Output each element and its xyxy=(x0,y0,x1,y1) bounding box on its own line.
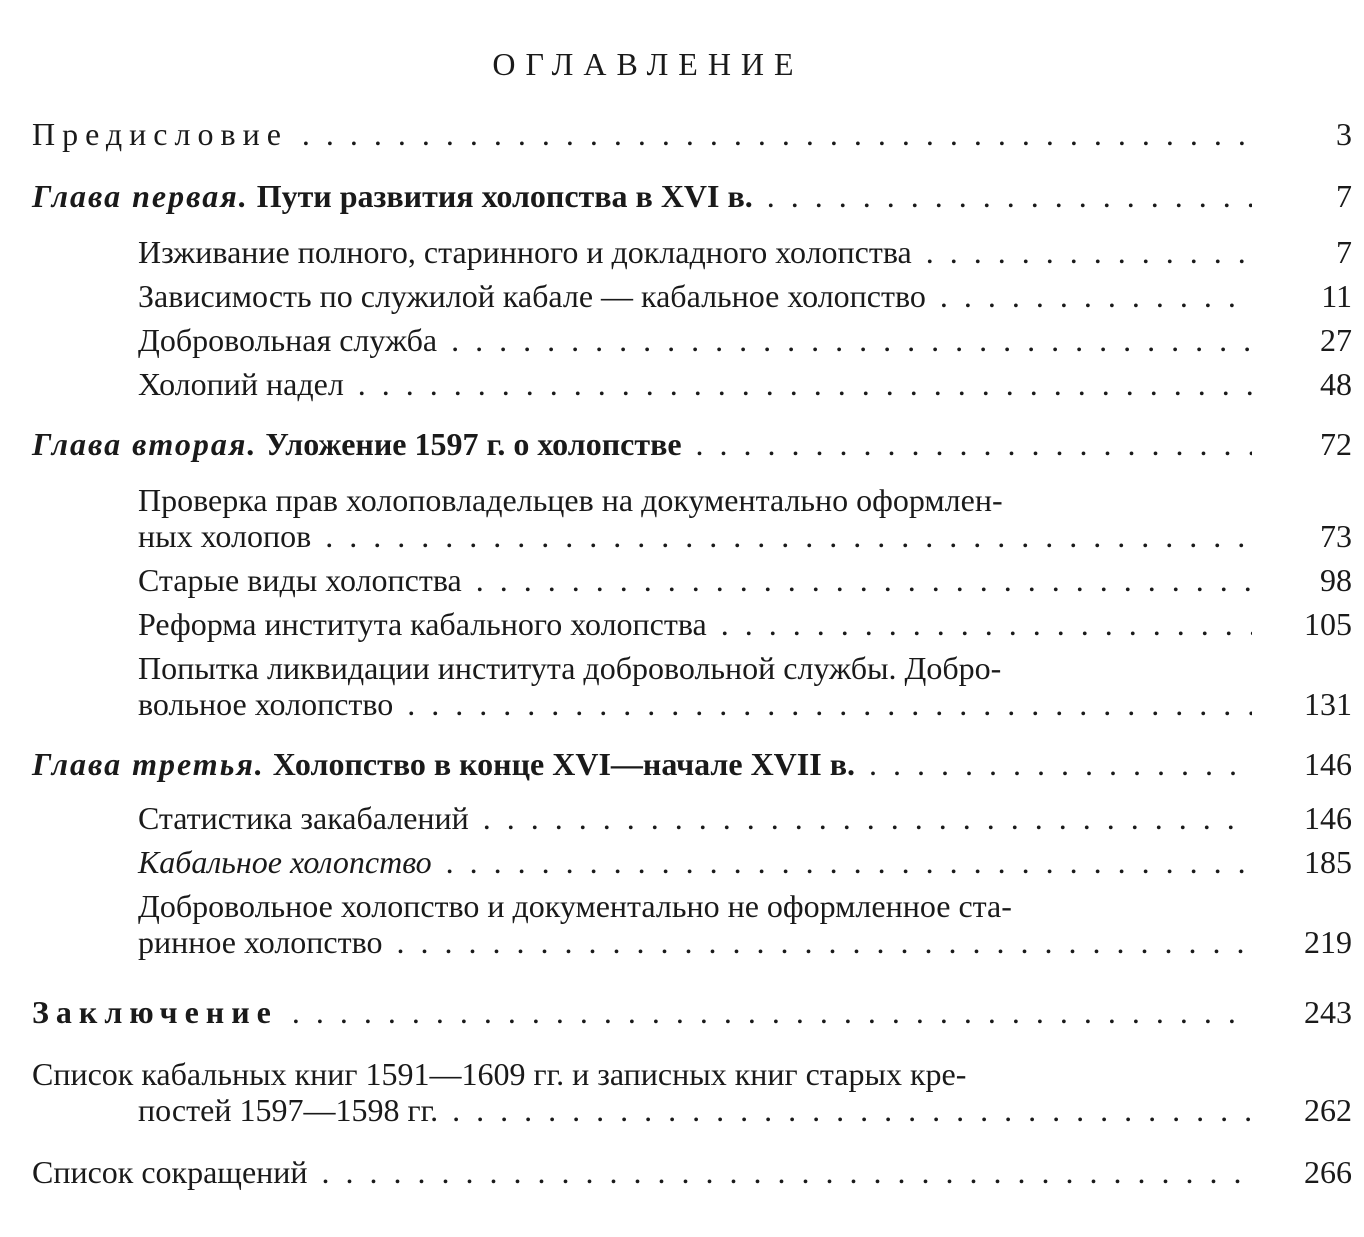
dot-leader xyxy=(407,686,1252,722)
page-number: 72 xyxy=(1320,426,1352,462)
toc-entry-abbreviations[interactable] xyxy=(32,1154,1352,1190)
toc-section[interactable] xyxy=(138,844,1352,880)
toc-entry-line-1: Попытка ликвидации института добровольной службы. Добро- xyxy=(138,650,1002,686)
toc-entry-line-2: постей 1597—1598 гг. xyxy=(138,1092,439,1128)
page-number: 105 xyxy=(1304,606,1352,642)
dot-leader xyxy=(767,178,1252,214)
toc-entry-line-1: Добровольное холопство и документально не оформленное ста- xyxy=(138,888,1012,924)
page-number: 219 xyxy=(1304,924,1352,960)
toc-entry-line-2: вольное холопство xyxy=(138,686,394,722)
toc-entry-text: Список сокращений xyxy=(32,1154,308,1190)
page-number: 11 xyxy=(1321,278,1352,314)
toc-entry-text: Кабальное холопство xyxy=(138,844,432,880)
dot-leader xyxy=(483,800,1252,836)
dot-leader xyxy=(358,366,1252,402)
toc-section[interactable] xyxy=(138,366,1352,402)
page-number: 131 xyxy=(1304,686,1352,722)
toc-section[interactable] xyxy=(138,482,1352,554)
page-number: 73 xyxy=(1320,518,1352,554)
toc-entry-line-1: Проверка прав холоповладельцев на документально оформлен- xyxy=(138,482,1003,518)
page-number: 3 xyxy=(1336,116,1352,152)
chapter-label: Глава вторая. xyxy=(32,426,258,462)
toc-section[interactable] xyxy=(138,562,1352,598)
toc-chapter-heading xyxy=(32,746,855,782)
toc-chapter-heading xyxy=(32,178,753,214)
dot-leader xyxy=(926,234,1252,270)
toc-section[interactable] xyxy=(138,278,1352,314)
page-number: 146 xyxy=(1304,800,1352,836)
toc-section[interactable] xyxy=(138,888,1352,960)
toc-entry-text: Изживание полного, старинного и докладного холопства xyxy=(138,234,912,270)
page-number: 48 xyxy=(1320,366,1352,402)
dot-leader xyxy=(452,1092,1252,1128)
toc-entry-text: Добровольная служба xyxy=(138,322,438,358)
toc-entry-text: Статистика закабалений xyxy=(138,800,469,836)
toc-entry-text: Заключение xyxy=(32,994,278,1030)
toc-section[interactable] xyxy=(138,800,1352,836)
chapter-title: Холопство в конце XVI—начале XVII в. xyxy=(272,746,855,782)
toc-section[interactable] xyxy=(138,650,1352,722)
toc-entry-text: Старые виды холопства xyxy=(138,562,462,598)
dot-leader xyxy=(292,994,1252,1030)
toc-entry-line-2: ных холопов xyxy=(138,518,312,554)
dot-leader xyxy=(397,924,1253,960)
toc-chapter-2[interactable] xyxy=(32,426,1352,462)
chapter-label: Глава третья. xyxy=(32,746,265,782)
chapter-title: Уложение 1597 г. о холопстве xyxy=(265,426,682,462)
dot-leader xyxy=(302,116,1252,152)
page-number: 185 xyxy=(1304,844,1352,880)
toc-entry-bondage-books-list[interactable] xyxy=(32,1056,1352,1128)
dot-leader xyxy=(446,844,1252,880)
page-title: ОГЛАВЛЕНИЕ xyxy=(492,46,804,82)
page-number: 7 xyxy=(1336,234,1352,270)
page-number: 243 xyxy=(1304,994,1352,1030)
dot-leader xyxy=(451,322,1252,358)
toc-entry-text: Предисловие xyxy=(32,116,288,152)
dot-leader xyxy=(721,606,1252,642)
toc-chapter-heading xyxy=(32,426,682,462)
page-number: 266 xyxy=(1304,1154,1352,1190)
page-number: 98 xyxy=(1320,562,1352,598)
dot-leader xyxy=(696,426,1252,462)
dot-leader xyxy=(476,562,1252,598)
dot-leader xyxy=(325,518,1252,554)
toc-entry-text: Реформа института кабального холопства xyxy=(138,606,707,642)
page-number: 7 xyxy=(1336,178,1352,214)
toc-entry-preface[interactable] xyxy=(32,116,1352,152)
page-number: 262 xyxy=(1304,1092,1352,1128)
toc-entry-line-1: Список кабальных книг 1591—1609 гг. и записных книг старых кре- xyxy=(32,1056,967,1092)
chapter-title: Пути развития холопства в XVI в. xyxy=(256,178,753,214)
page-number: 27 xyxy=(1320,322,1352,358)
toc-chapter-3[interactable] xyxy=(32,746,1352,782)
toc-entry-line-2: ринное холопство xyxy=(138,924,383,960)
dot-leader xyxy=(940,278,1252,314)
toc-section[interactable] xyxy=(138,234,1352,270)
dot-leader xyxy=(869,746,1252,782)
dot-leader xyxy=(322,1154,1252,1190)
toc-section[interactable] xyxy=(138,322,1352,358)
toc-entry-text: Зависимость по служилой кабале — кабальное холопство xyxy=(138,278,926,314)
toc-entry-conclusion[interactable] xyxy=(32,994,1352,1030)
toc-chapter-1[interactable] xyxy=(32,178,1352,214)
toc-entry-text: Холопий надел xyxy=(138,366,344,402)
chapter-label: Глава первая. xyxy=(32,178,249,214)
toc-section[interactable] xyxy=(138,606,1352,642)
page-number: 146 xyxy=(1304,746,1352,782)
